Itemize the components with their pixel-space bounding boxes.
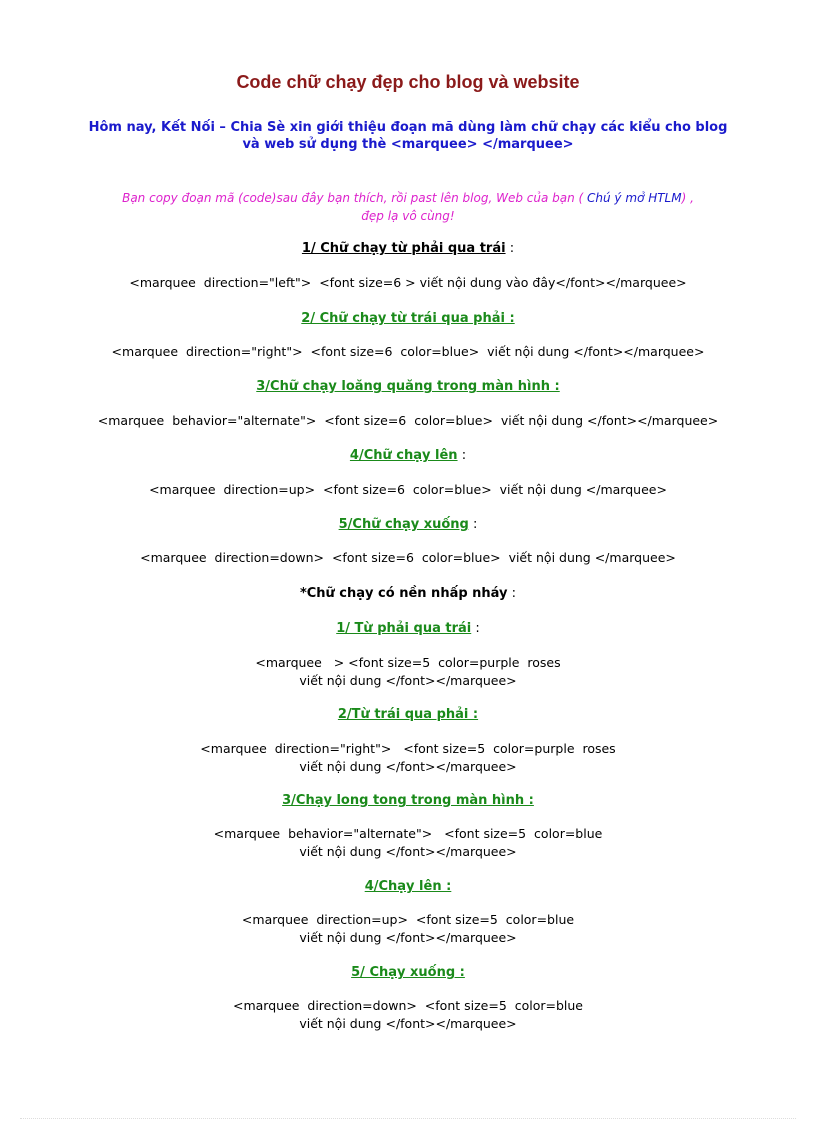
code-block	[0, 740, 816, 776]
intro-line-2: và web sử dụng thè <marquee> </marquee>	[242, 137, 574, 152]
code-line: <marquee direction=down> <font size=5 color=blue	[232, 998, 584, 1013]
code-block	[0, 343, 816, 361]
code-block	[0, 274, 816, 292]
note-line-1-c: ) ,	[681, 191, 694, 205]
section-heading-text: 2/ Chữ chạy từ trái qua phải :	[301, 311, 515, 326]
subsection-heading-suffix: :	[507, 586, 517, 601]
section-heading	[0, 516, 816, 533]
section-heading	[0, 620, 816, 637]
note-line-1-a: Bạn copy đoạn mã (code)sau đây bạn thích, rồi past lên blog, Web của bạn (	[122, 191, 588, 205]
code-line: <marquee direction=up> <font size=6 color=blue> viết nội dung </marquee>	[149, 482, 667, 497]
code-block	[0, 911, 816, 947]
subsection-heading	[0, 585, 816, 602]
code-block	[0, 412, 816, 430]
section-heading	[0, 378, 816, 395]
note-line-2: đẹp lạ vô cùng!	[361, 209, 455, 223]
code-line: viết nội dung </font></marquee>	[299, 844, 517, 859]
code-block	[0, 825, 816, 861]
code-line: <marquee > <font size=5 color=purple roses	[255, 655, 561, 670]
section-heading-text: 5/Chữ chạy xuống	[338, 517, 469, 532]
section-heading	[0, 964, 816, 981]
note-line-1-b: Chú ý mở HTLM	[587, 191, 682, 205]
section-heading-text: 1/ Từ phải qua trái	[336, 621, 472, 636]
note-line-1	[90, 189, 726, 207]
code-line: <marquee direction="right"> <font size=5 color=purple roses	[200, 741, 616, 756]
section-heading-text: 4/Chữ chạy lên	[349, 448, 458, 463]
section-heading-text: 5/ Chạy xuống :	[351, 965, 465, 980]
section-heading	[0, 310, 816, 327]
code-line: viết nội dung </font></marquee>	[299, 1016, 517, 1031]
section-heading	[0, 447, 816, 464]
intro-line-1: Hôm nay, Kết Nối – Chia Sè xin giới thiệu đoạn mã dùng làm chữ chạy các kiểu cho blog	[88, 120, 728, 135]
section-heading-text: 3/Chữ chạy loăng quăng trong màn hình :	[256, 379, 560, 394]
code-line: <marquee behavior="alternate"> <font size=6 color=blue> viết nội dung </font></marquee>	[97, 413, 719, 428]
section-heading	[0, 240, 816, 257]
section-heading-text: 1/ Chữ chạy từ phải qua trái	[301, 241, 506, 256]
code-line: viết nội dung </font></marquee>	[299, 759, 517, 774]
section-heading-suffix: :	[505, 241, 515, 256]
subsection-heading-text: *Chữ chạy có nền nhấp nháy	[299, 586, 508, 601]
code-block	[0, 654, 816, 690]
code-line: <marquee direction="right"> <font size=6 color=blue> viết nội dung </font></marquee>	[111, 344, 705, 359]
section-heading-suffix: :	[471, 621, 480, 636]
section-heading-text: 3/Chạy long tong trong màn hình :	[282, 793, 534, 808]
page-divider	[20, 1118, 796, 1119]
code-block	[0, 997, 816, 1033]
section-heading-text: 4/Chạy lên :	[364, 879, 452, 894]
section-heading	[0, 792, 816, 809]
section-heading	[0, 706, 816, 723]
section-heading-suffix: :	[468, 517, 478, 532]
section-heading-suffix: :	[457, 448, 467, 463]
code-line: viết nội dung </font></marquee>	[299, 673, 517, 688]
code-block	[0, 481, 816, 499]
section-heading-text: 2/Từ trái qua phải :	[337, 707, 479, 722]
section-heading	[0, 878, 816, 895]
code-line: <marquee direction=up> <font size=5 color=blue	[241, 912, 575, 927]
copy-note	[90, 189, 726, 225]
intro-paragraph	[80, 119, 736, 153]
code-line: <marquee direction=down> <font size=6 color=blue> viết nội dung </marquee>	[140, 550, 676, 565]
code-line: <marquee direction="left"> <font size=6 > viết nội dung vào đây</font></marquee>	[129, 275, 687, 290]
code-block	[0, 549, 816, 567]
code-line: <marquee behavior="alternate"> <font size=5 color=blue	[213, 826, 603, 841]
page-title: Code chữ chạy đẹp cho blog và website	[236, 72, 580, 92]
code-line: viết nội dung </font></marquee>	[299, 930, 517, 945]
